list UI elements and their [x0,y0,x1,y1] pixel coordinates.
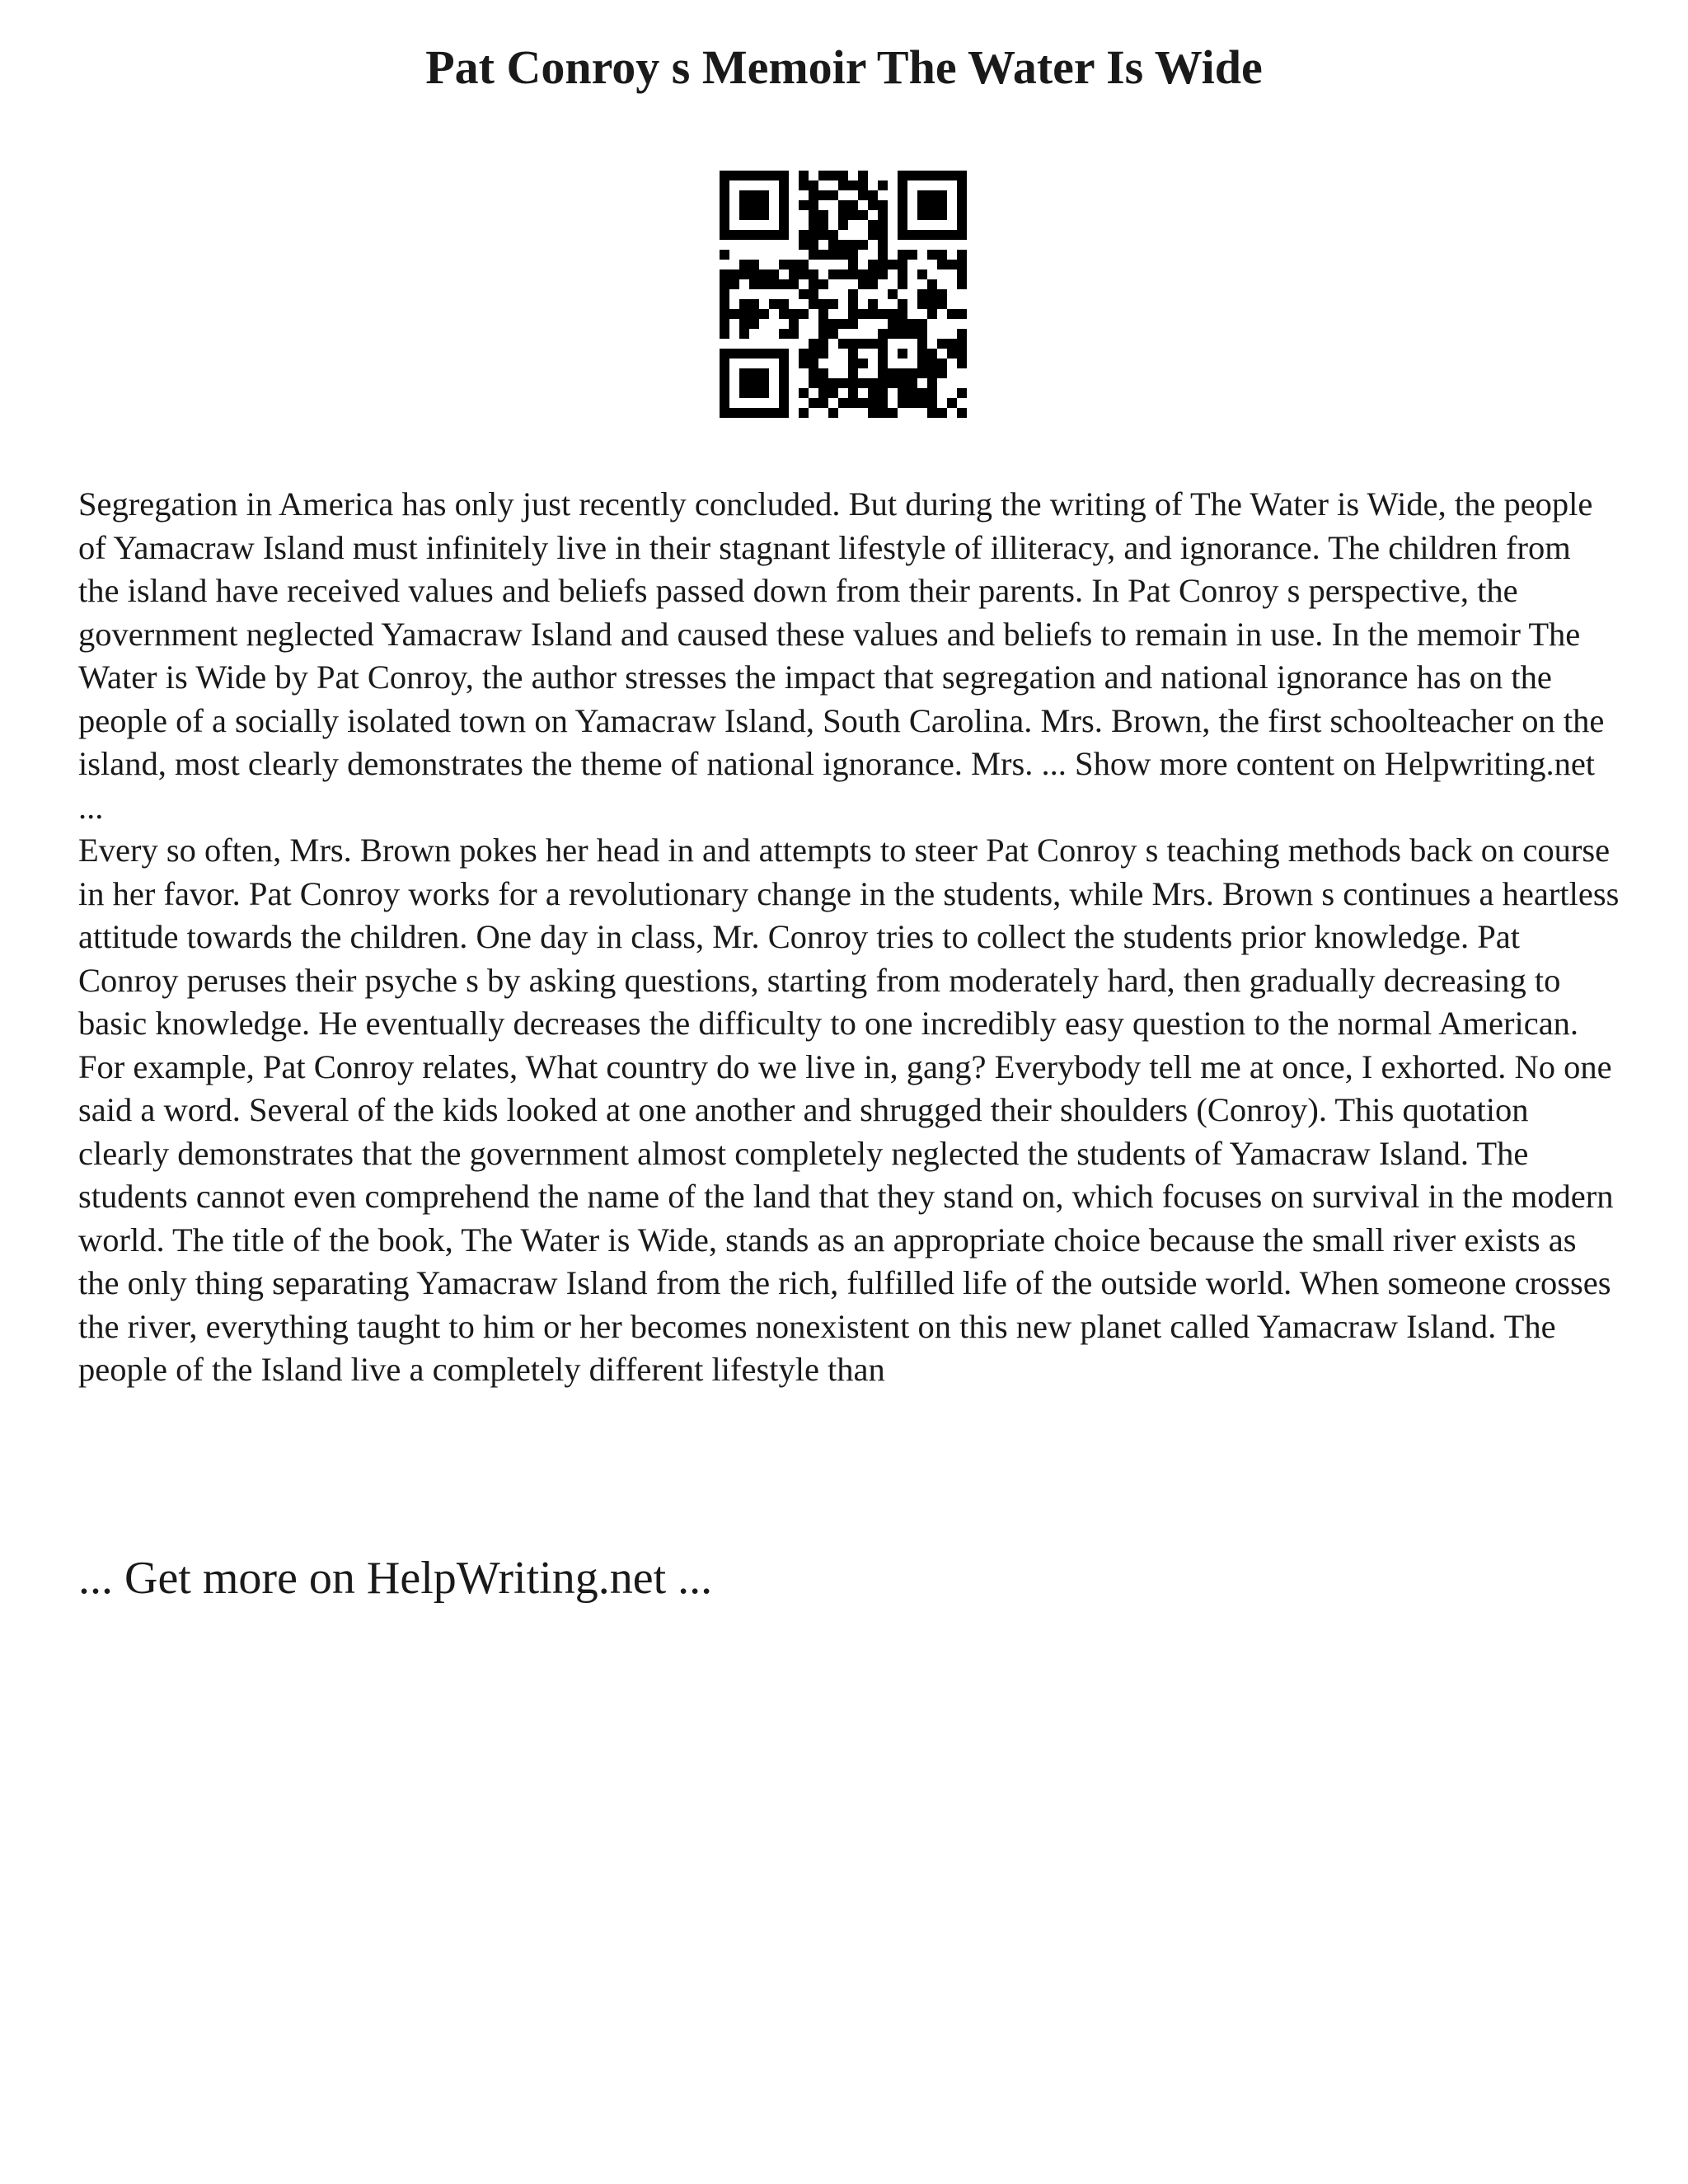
paragraph-2: Every so often, Mrs. Brown pokes her head in and attempts to steer Pat Conroy s teaching methods back on course in her favor. Pat Conroy works for a revolutionary change in the students, while Mrs. Brown s continues a heartless attitude towards the children. One day in class, Mr. Conroy tries to collect the students prior knowledge. Pat Conroy peruses their psyche s by asking questions, starting from moderately hard, then gradually decreasing to basic knowledge. He eventually decreases the difficulty to one incredibly easy question to the normal American. For example, Pat Conroy relates, What country do we live in, gang? Everybody tell me at once, I exhorted. No one said a word. Several of the kids looked at one another and shrugged their shoulders (Conroy). This quotation clearly demonstrates that the government almost completely neglected the students of Yamacraw Island. The students cannot even comprehend the name of the land that they stand on, which focuses on survival in the modern world. The title of the book, The Water is Wide, stands as an appropriate choice because the small river exists as the only thing separating Yamacraw Island from the rich, fulfilled life of the outside world. When someone crosses the river, everything taught to him or her becomes nonexistent on this new planet called Yamacraw Island. The people of the Island live a completely different lifestyle than [78,832,1620,1388]
paragraph-1: Segregation in America has only just recently concluded. But during the writing of The Water is Wide, the people of Yamacraw Island must infinitely live in their stagnant lifestyle of illiteracy, and ignorance. The children from the island have received values and beliefs passed down from their parents. In Pat Conroy s perspective, the government neglected Yamacraw Island and caused these values and beliefs to remain in use. In the memoir The Water is Wide by Pat Conroy, the author stresses the impact that segregation and national ignorance has on the people of a socially isolated town on Yamacraw Island, South Carolina. Mrs. Brown, the first schoolteacher on the island, most clearly demonstrates the theme of national ignorance. Mrs. ... Show more content on Helpwriting.net ... [78,485,1605,826]
document-title: Pat Conroy s Memoir The Water Is Wide [425,40,1263,94]
get-more-link[interactable]: ... Get more on HelpWriting.net ... [78,1553,713,1604]
qr-code-icon [720,171,967,418]
article-body [78,483,1620,1392]
